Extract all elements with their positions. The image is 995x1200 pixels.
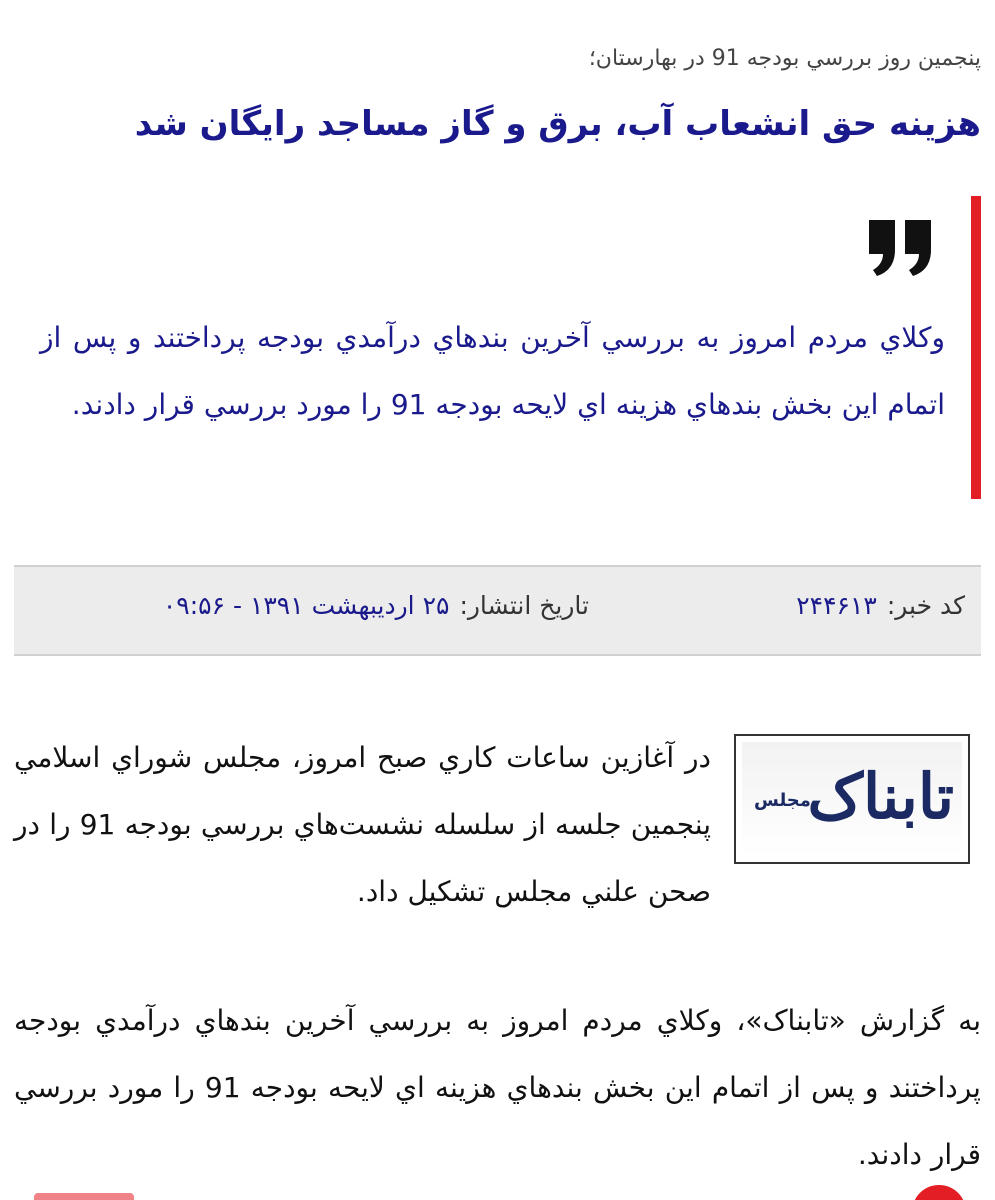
quote-icon — [865, 216, 935, 280]
article-rutitr: پنجمين روز بررسي بودجه 91 در بهارستان؛ — [588, 46, 981, 71]
cut-off-element — [34, 1193, 134, 1200]
news-code-label: کد خبر: — [886, 591, 965, 620]
logo-text: تابناک — [807, 760, 954, 833]
article-headline: هزينه حق انشعاب آب، برق و گاز مساجد رايگان شد — [134, 104, 981, 144]
logo-subtext: مجلس — [754, 790, 811, 811]
tabnak-majlis-logo — [742, 742, 962, 856]
article-meta-bar — [14, 565, 981, 656]
news-code-value: ۲۴۴۶۱۳ — [796, 591, 877, 620]
publish-date-label: تاریخ انتشار: — [459, 591, 589, 620]
article-paragraph: به گزارش «تابناک»، وكلاي مردم امروز به بررسي آخرين بندهاي درآمدي بودجه پرداختند و پس از اتمام اين بخش بندهاي هزينه اي لايحه بودجه 91 را مورد بررسي قرار دادند. — [14, 1004, 981, 1171]
news-code — [796, 591, 965, 620]
publish-date — [163, 591, 589, 620]
article-photo[interactable] — [734, 734, 970, 864]
article-page — [14, 0, 981, 1200]
article-lead-box — [14, 196, 981, 499]
article-lead: وكلاي مردم امروز به بررسي آخرين بندهاي درآمدي بودجه پرداختند و پس از اتمام اين بخش بندهاي هزينه اي لايحه بودجه 91 را مورد بررسي قرار دادند. — [40, 321, 945, 421]
publish-date-value: ۲۵ اردیبهشت ۱۳۹۱ - ۰۹:۵۶ — [162, 591, 450, 620]
article-paragraph: در آغازين ساعات كاري صبح امروز، مجلس شوراي اسلامي پنجمين جلسه از سلسله نشست‌هاي بررسي بودجه 91 را در صحن علني مجلس تشكيل داد. — [14, 741, 712, 908]
